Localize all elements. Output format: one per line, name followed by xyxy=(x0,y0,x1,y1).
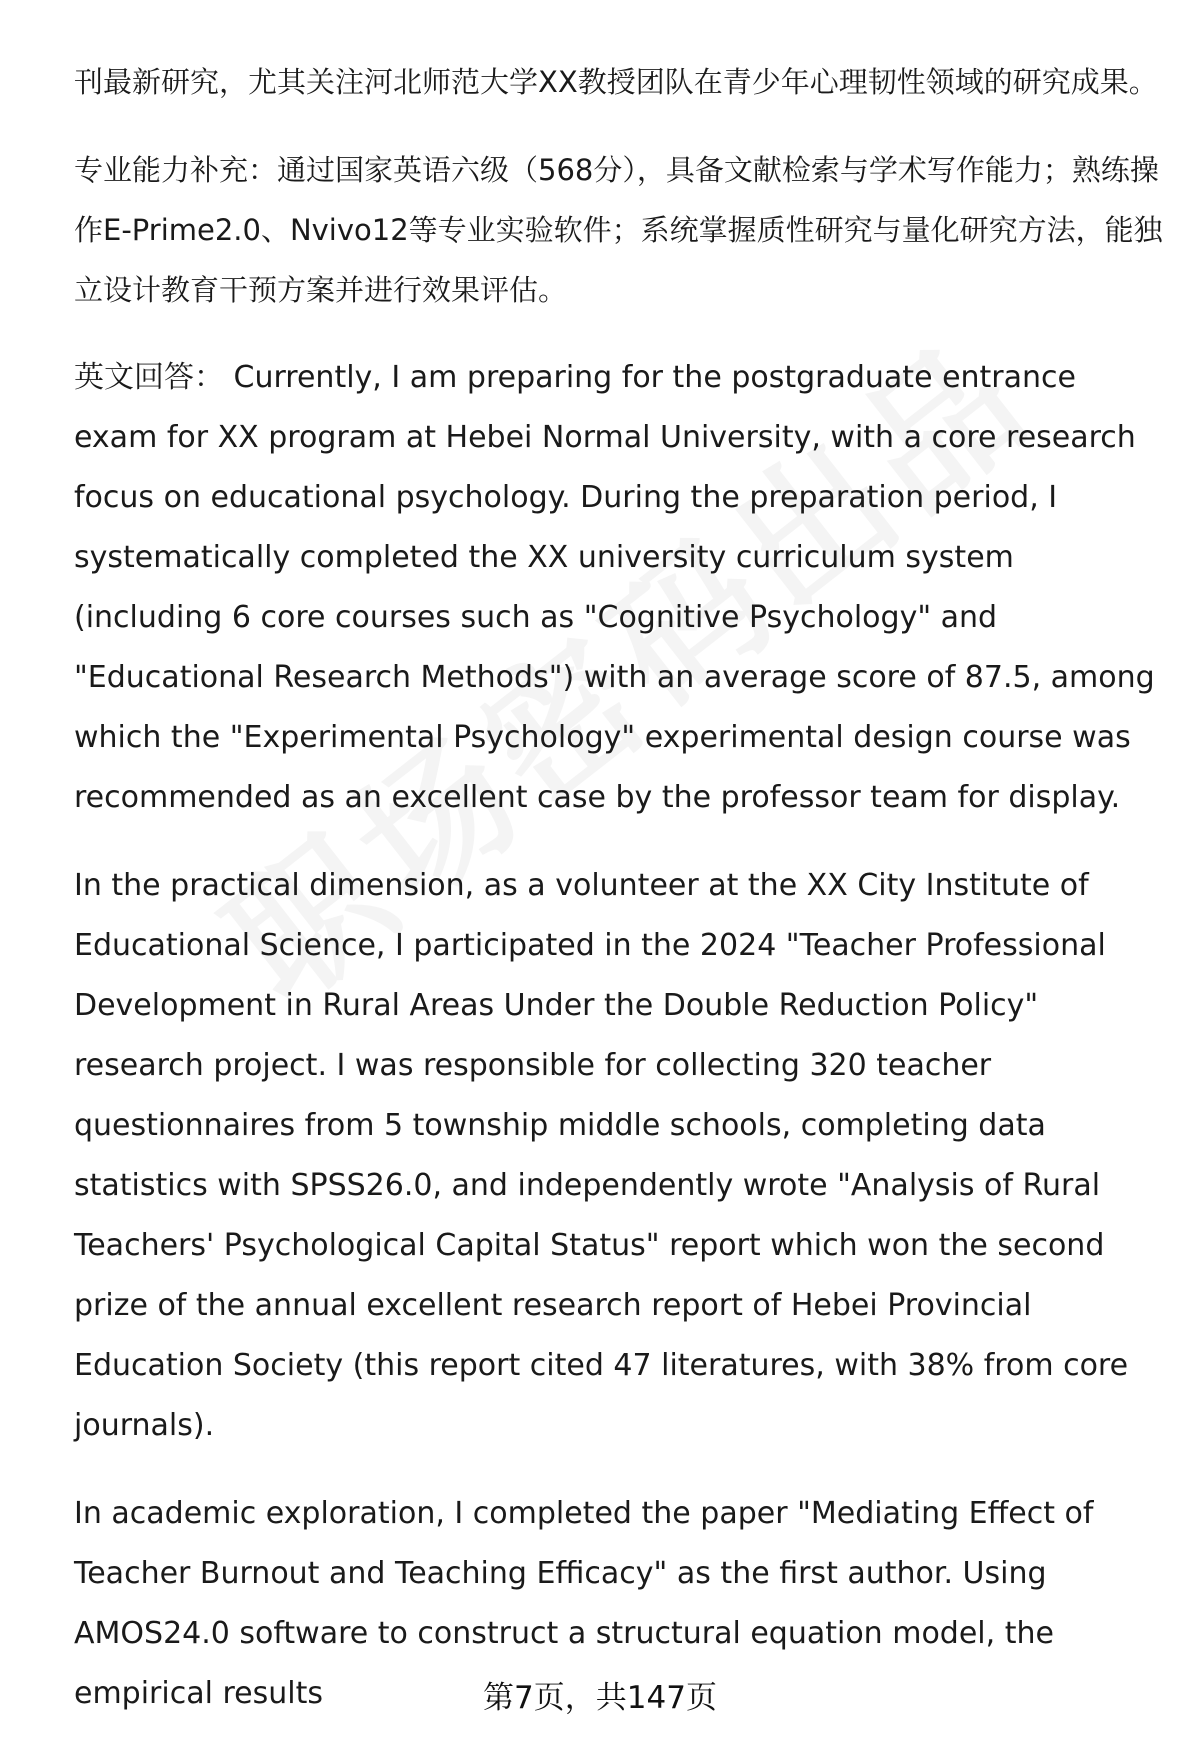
document-body xyxy=(74,52,1164,1724)
paragraph-academic: In academic exploration, I completed the paper "Mediating Effect of Teacher Burnout and Teaching Efficacy" as the first author. Using AMOS24.0 software to construct a structural equation model, the empirical results xyxy=(74,1496,1094,1711)
paragraph-continuation: 刊最新研究，尤其关注河北师范大学XX教授团队在青少年心理韧性领域的研究成果。 xyxy=(74,65,1158,99)
page-number-footer: 第7页，共147页 xyxy=(483,1680,717,1716)
paragraph-skills: 专业能力补充：通过国家英语六级（568分），具备文献检索与学术写作能力；熟练操作E-Prime2.0、Nvivo12等专业实验软件；系统掌握质性研究与量化研究方法，能独立设计教育干预方案并进行效果评估。 xyxy=(74,153,1163,307)
paragraph-practice: In the practical dimension, as a volunteer at the XX City Institute of Educational Science, I participated in the 2024 "Teacher Professional Development in Rural Areas Under the Double Reduction Policy" research project. I was responsible for collecting 320 teacher questionnaires from 5 township middle schools, completing data statistics with SPSS26.0, and independently wrote "Analysis of Rural Teachers' Psychological Capital Status" report which won the second prize of the annual excellent research report of Hebei Provincial Education Society (this report cited 47 literatures, with 38% from core journals). xyxy=(74,868,1129,1443)
paragraph-english-answer: 英文回答： Currently, I am preparing for the postgraduate entrance exam for XX program at Hebei Normal University, with a core research focus on educational psychology. During the preparation period, I systematically completed the XX university curriculum system (including 6 core courses such as "Cognitive Psychology" and "Educational Research Methods") with an average score of 87.5, among which the "Experimental Psychology" experimental design course was recommended as an excellent case by the professor team for display. xyxy=(74,360,1155,815)
